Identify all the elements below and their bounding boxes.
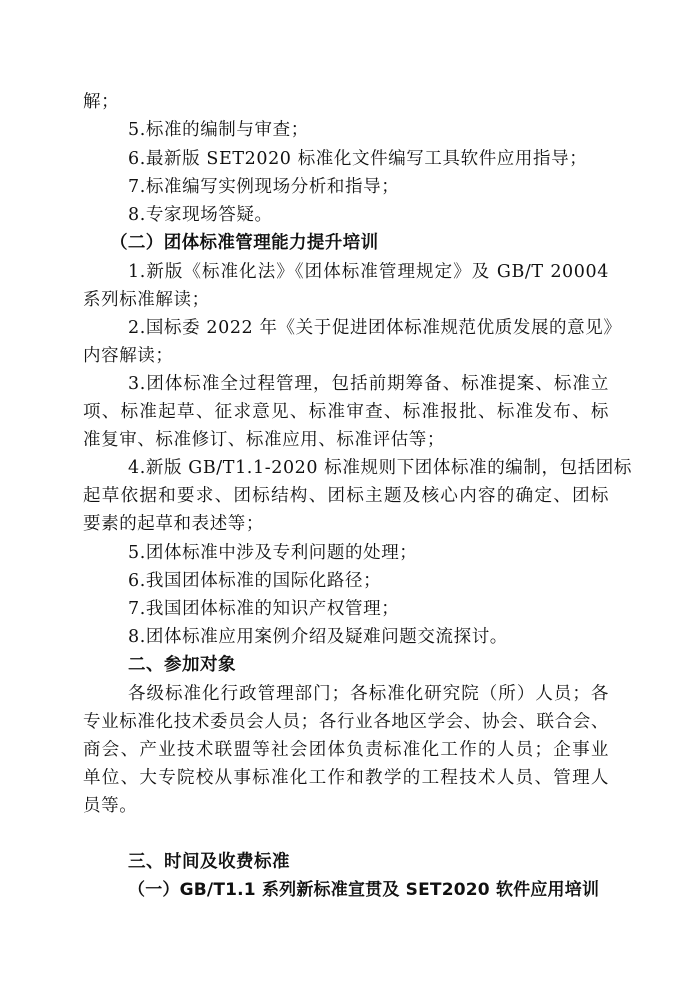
list-item-6-internationalization: 6.我国团体标准的国际化路径； — [128, 571, 382, 591]
list-item-7-ip-management: 7.我国团体标准的知识产权管理； — [128, 599, 400, 619]
subsection-heading-gbt-training: （一）GB/T1.1 系列新标准宣贯及 SET2020 软件应用培训 — [128, 880, 600, 900]
text-line-continuation: 解； — [83, 92, 120, 112]
list-item-7-case-analysis: 7.标准编写实例现场分析和指导； — [128, 177, 400, 197]
list-item-3-line-1: 3.团体标准全过程管理，包括前期筹备、标准提案、标准立 — [128, 374, 609, 394]
list-item-4-line-2: 起草依据和要求、团标结构、团标主题及核心内容的确定、团标 — [83, 486, 609, 506]
list-item-8-case-discussion: 8.团体标准应用案例介绍及疑难问题交流探讨。 — [128, 627, 508, 647]
list-item-6-set2020-software: 6.最新版 SET2020 标准化文件编写工具软件应用指导； — [128, 149, 588, 169]
participants-line-2: 专业标准化技术委员会人员；各行业各地区学会、协会、联合会、 — [83, 712, 609, 732]
participants-line-5: 员等。 — [83, 796, 138, 816]
list-item-8-expert-qa: 8.专家现场答疑。 — [128, 205, 273, 225]
list-item-1-line-1: 1.新版《标准化法》《团体标准管理规定》及 GB/T 20004 — [128, 262, 609, 282]
list-item-3-line-3: 准复审、标准修订、标准应用、标准评估等； — [83, 430, 445, 450]
list-item-3-line-2: 项、标准起草、征求意见、标准审查、标准报批、标准发布、标 — [83, 402, 609, 422]
participants-line-1: 各级标准化行政管理部门；各标准化研究院（所）人员；各 — [128, 684, 609, 704]
section-heading-time-and-fees: 三、时间及收费标准 — [128, 852, 290, 872]
participants-line-4: 单位、大专院校从事标准化工作和教学的工程技术人员、管理人 — [83, 768, 609, 788]
list-item-4-line-3: 要素的起草和表述等； — [83, 514, 264, 534]
list-item-1-line-2: 系列标准解读； — [83, 290, 210, 310]
list-item-2-line-2: 内容解读； — [83, 346, 174, 366]
list-item-5-drafting-review: 5.标准的编制与审查； — [128, 120, 309, 140]
list-item-4-line-1: 4.新版 GB/T1.1-2020 标准规则下团体标准的编制，包括团标 — [128, 458, 633, 478]
section-heading-group-standard-training: （二）团体标准管理能力提升培训 — [110, 233, 379, 253]
section-heading-participants: 二、参加对象 — [128, 655, 236, 675]
participants-line-3: 商会、产业技术联盟等社会团体负责标准化工作的人员；企事业 — [83, 740, 609, 760]
list-item-2-line-1: 2.国标委 2022 年《关于促进团体标准规范优质发展的意见》 — [128, 318, 622, 338]
list-item-5-patent-issues: 5.团体标准中涉及专利问题的处理； — [128, 543, 418, 563]
